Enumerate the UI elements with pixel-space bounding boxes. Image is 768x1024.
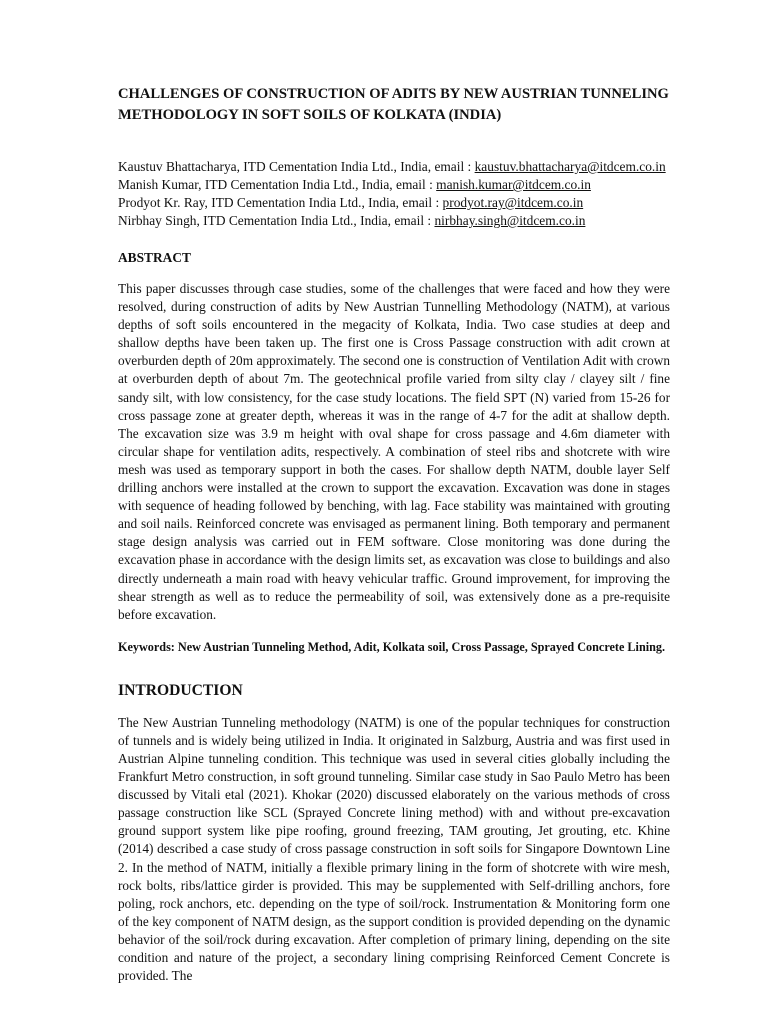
paper-title: CHALLENGES OF CONSTRUCTION OF ADITS BY NEW AUSTRIAN TUNNELING METHODOLOGY IN SOFT SOILS OF KOLKATA (INDIA) (118, 86, 669, 123)
author-affiliation: Manish Kumar, ITD Cementation India Ltd., India, email : (118, 177, 437, 192)
keywords-line: Keywords: New Austrian Tunneling Method, Adit, Kolkata soil, Cross Passage, Sprayed Concrete Lining. (118, 639, 666, 654)
abstract-heading: ABSTRACT (118, 250, 191, 265)
introduction-text: The New Austrian Tunneling methodology (NATM) is one of the popular techniques for construction of tunnels and is widely being utilized in India. It originated in Salzburg, Austria and was first used in Austrian Alpine tunneling condition. This technique was used in several cities globally including the Frankfurt Metro construction, in soft ground tunneling. Similar case study in Sao Paulo Metro has been discussed by Vitali etal (2021). Khokar (2020) discussed elaborately on the various methods of cross passage construction like SCL (Sprayed Concrete lining method) with and without pre-excavation ground support system like pipe roofing, ground freezing, TAM grouting, Jet grouting, etc. Khine (2014) described a case study of cross passage construction in soft soils for Singapore Downtown Line 2. In the method of NATM, initially a flexible primary lining in the form of shotcrete with wire mesh, rock bolts, ribs/lattice girder is provided. This may be supplemented with Self-drilling anchors, fore poling, rock anchors, etc. depending on the type of soil/rock. Instrumentation & Monitoring form one of the key component of NATM design, as the support condition is provided depending on the dynamic behavior of the soil/rock during excavation. After completion of primary lining, depending on the site condition and nature of the project, a secondary lining comprising Reinforced Cement Concrete is provided. The (118, 714, 670, 984)
author-line (118, 158, 670, 176)
author-email-link[interactable]: manish.kumar@itdcem.co.in (436, 177, 591, 192)
paper-content (118, 84, 670, 985)
author-affiliation: Prodyot Kr. Ray, ITD Cementation India Ltd., India, email : (118, 195, 443, 210)
author-affiliation: Nirbhay Singh, ITD Cementation India Ltd., India, email : (118, 213, 435, 228)
author-line (118, 194, 670, 212)
author-list (118, 158, 670, 230)
author-line (118, 212, 670, 230)
introduction-heading: INTRODUCTION (118, 681, 243, 699)
author-email-link[interactable]: prodyot.ray@itdcem.co.in (442, 195, 584, 210)
author-email-link[interactable]: nirbhay.singh@itdcem.co.in (434, 213, 586, 228)
author-email-link[interactable]: kaustuv.bhattacharya@itdcem.co.in (474, 159, 666, 174)
author-affiliation: Kaustuv Bhattacharya, ITD Cementation India Ltd., India, email : (118, 159, 475, 174)
author-line (118, 176, 670, 194)
abstract-text: This paper discusses through case studies, some of the challenges that were faced and how they were resolved, during construction of adits by New Austrian Tunnelling Methodology (NATM), at various depths of soft soils encountered in the megacity of Kolkata, India. Two case studies at deep and shallow depths have been taken up. The first one is Cross Passage construction with adit crown at overburden depth of 20m approximately. The second one is construction of Ventilation Adit with crown at overburden depth of about 7m. The geotechnical profile varied from silty clay / clayey silt / fine sandy silt, with low consistency, for the case study locations. The field SPT (N) varied from 15-26 for cross passage zone at greater depth, whereas it was in the range of 4-7 for the adit at shallow depth. The excavation size was 3.9 m height with oval shape for cross passage and 4.6m diameter with circular shape for ventilation adits, respectively. A combination of steel ribs and shotcrete with wire mesh was used as temporary support in both the cases. For shallow depth NATM, double layer Self drilling anchors were installed at the crown to support the excavation. Excavation was done in stages with sequence of heading followed by benching, with lag. Face stability was maintained with grouting and soil nails. Reinforced concrete was envisaged as permanent lining. Both temporary and permanent stage design analysis was carried out in FEM software. Close monitoring was done during the excavation phase in accordance with the design limits set, as excavation was close to buildings and also directly underneath a main road with heavy vehicular traffic. Ground improvement, for improving the shear strength as well as to reduce the permeability of soil, was extensively done as a pre-requisite before excavation. (118, 281, 670, 622)
